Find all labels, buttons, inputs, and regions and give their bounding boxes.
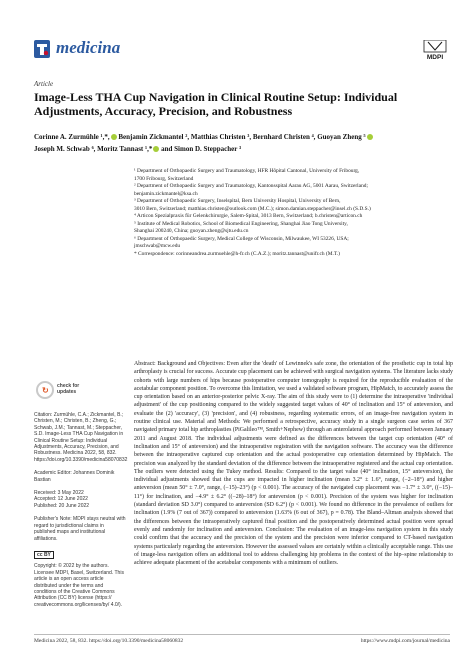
publisher-note: Publisher's Note: MDPI stays neutral with regard to jurisdictional claims in published maps and institutional affiliations. (34, 516, 126, 542)
mdpi-logo-icon[interactable] (420, 40, 450, 60)
article-type: Article (34, 80, 54, 88)
affiliation-line: ³ Department of Orthopaedic Surgery, Inselspital, Bern University Hospital, University of Bern, (134, 198, 341, 204)
affiliation-line: ⁶ Department of Orthopaedic Surgery, Medical College of Wisconsin, Milwaukee, WI 53226, USA; (134, 235, 349, 242)
affiliation-line[interactable]: benjamin.zickmantel@ksa.ch (134, 190, 198, 197)
orcid-icon[interactable] (111, 134, 117, 140)
affiliation-line: ⁵ Institute of Medical Robotics, School of Biomedical Engineering, Shanghai Jiao Tong University, (134, 220, 348, 227)
orcid-icon[interactable] (153, 146, 159, 152)
article-title: Image-Less THA Cup Navigation in Clinical Routine Setup: Individual Adjustments, Accuracy, Precision, and Robustness (34, 90, 398, 118)
author: and Simon D. Steppacher ³ (161, 145, 242, 153)
affiliation-line: ² Department of Orthopaedic Surgery and Traumatology, Kantonsspital Aarau AG, 5001 Aarau, Switzerland; (134, 183, 368, 189)
affiliation-line[interactable]: 3010 Bern, Switzerland; matthias.christen@outlook.com (M.C.); simon.damian.steppacher@insel.ch (S.D.S.) (134, 205, 371, 212)
sidebar-metadata (34, 412, 126, 608)
copyright-license[interactable]: Copyright: © 2022 by the authors. Licensee MDPI, Basel, Switzerland. This article is an open access article distributed under the terms and conditions of the Creative Commons Attribution (CC BY) license (https:// creativecommons.org/licenses/by/ 4.0/). (34, 563, 124, 608)
author: Benjamin Zickmantel ², (118, 133, 190, 141)
footer-citation[interactable]: Medicina 2022, 58, 832. https://doi.org/10.3390/medicina58060832 (34, 638, 184, 644)
journal-header (34, 38, 450, 62)
affiliation-line[interactable]: jmschwab@mcw.edu (134, 243, 181, 249)
affiliation-line[interactable]: Shanghai 200240, China; guoyan.zheng@sjtu.edu.cn (134, 228, 249, 234)
check-updates-label: check for updates (57, 383, 80, 395)
author: Joseph M. Schwab ⁶, (34, 145, 96, 153)
affiliation-line[interactable]: ⁴ Articon Spezialpraxis für Gelenkchirurgie, Salem-Spital, 3013 Bern, Switzerland; b.christen@articon.ch (134, 213, 363, 219)
orcid-icon[interactable] (367, 134, 373, 140)
academic-editor: Academic Editor: Johannes Dominik Bastian (34, 470, 115, 483)
author: Moritz Tannast ¹,* (97, 145, 153, 153)
author-list (34, 131, 444, 155)
footer-divider (34, 634, 450, 635)
author: Corinne A. Zurmühle ¹,*, (34, 133, 110, 141)
journal-name[interactable]: medicina (56, 38, 121, 57)
author: Guoyan Zheng ⁵ (317, 133, 366, 141)
affiliation-list (134, 168, 454, 258)
correspondence[interactable]: * Correspondence: corinneandrea.zurmuehle@h-fr.ch (C.A.Z.); moritz.tannast@unifr.ch (M.T.) (134, 250, 340, 257)
affiliation-line: 1700 Fribourg, Switzerland (134, 175, 194, 182)
affiliation-line: ¹ Department of Orthopaedic Surgery and Traumatology, HFR Hôpital Cantonal, University of Fribourg, (134, 168, 360, 174)
check-for-updates-badge[interactable] (36, 381, 96, 403)
citation[interactable]: Citation: Zurmühle, C.A.; Zickmantel, B.; Christen, M.; Christen, B.; Zheng, G.; Schwab, J.M.; Tannast, M.; Steppacher, S.D. Image-Less THA Cup Navigation in Clinical Routine Setup: Individual Adjustments, Accuracy, Precision, and Robustness. Medicina 2022, 58, 832. https://doi.org/10.3390/medicina58070832 (34, 412, 128, 463)
footer-journal-url[interactable]: https://www.mdpi.com/journal/medicina (360, 638, 450, 644)
publisher-label: MDPI (426, 54, 444, 60)
abstract: Abstract: Background and Objectives: Even after the 'death' of Lewinnek's safe zone, the orientation of the prosthetic cup in total hip arthroplasty is crucial for success. Accurate cup placement can be achieved with surgical navigation systems. The literature lacks study cohorts with large numbers of hips because postoperative computer tomography is required for the reproducible evaluation of the acetabular component position. To overcome this limitation, we used a validated software program, HipMatch, to accurately assess the cup orientation based on an anterior-posterior pelvic X-ray. The aim of this study were to (1) determine the intraoperative 'individual adjustment' of the cup positioning compared to the widely suggested target values of 40° of inclination and 15° of anteversion, and evaluate the (2) 'accuracy', (3) 'precision', and (4) robustness, regarding systematic errors, of an image-free navigation system in routine clinical use. Material and Methods: We performed a retrospective, accuracy study in a single surgeon case series of 367 navigated primary total hip arthroplasties (PiGalileo™, Smith+Nephew) through an anterolateral approach performed between January 2011 and August 2018. The individual adjustments were defined as the differences between the target cup orientation (40° of inclination and 15° of anteversion) and the intraoperative registration with the navigation software. The accuracy was the difference between the intraoperative captured cup orientation and the actual postoperative cup orientation determined by HipMatch. The precision was analyzed by the standard deviation of the difference between the intraoperative registered and the actual cup orientation. The outliers were detected using the Tukey method. Results: Compared to the target value (40° inclination, 15° anteversion), the individual adjustments showed that the cups are impacted in higher inclination (mean 3.2° ± 1.6°, range, (−2–18°) and higher anteversion (mean 50° ± 7.0°, range, (−15)–23°) (p < 0.001). The accuracy of the navigated cup placement was −1.7° ± 3.0°, ((−15)–11°) for inclination, and −4.9° ± 6.2° ((−28)–18°) for anteversion (p < 0.001). Precision of the system was higher for inclination (standard deviation SD 3.0°) compared to anteversion (SD 6.2°) (p < 0.001). We found no difference in the prevalence of outliers for inclination (1.9% (7 out of 367)) compared to anteversion (1.63% (6 out of 367), p = 0.78). The Bland–Altman analysis showed that the differences between the intraoperatively captured final position and the postoperatively determined actual position were spread evenly and randomly for inclination and anteversion. Conclusion: The evaluation of an image-less navigation system in this study could confirm that the accuracy and the precision of the system and the precision were inferior compared to CT-based navigation systems particularly regarding the anteversion. However the assessed values are certainly within a clinically acceptable range. This use of image-less navigation offers an additional tool to address challenging hip problems in the context of the hip–spine relationship to achieve adequate placement of the acetabular components with a minimum of outliers. (134, 361, 453, 567)
accepted-date: Accepted: 12 June 2022 (34, 496, 88, 503)
medicina-logo-icon (34, 40, 50, 58)
author: Bernhard Christen ⁴, (252, 133, 316, 141)
received-date: Received: 3 May 2022 (34, 490, 84, 497)
refresh-icon: ↻ (36, 381, 54, 399)
cc-by-license-icon[interactable]: cc BY (34, 551, 54, 559)
author: Matthias Christen ³, (190, 133, 252, 141)
published-date: Published: 20 June 2022 (34, 502, 90, 509)
